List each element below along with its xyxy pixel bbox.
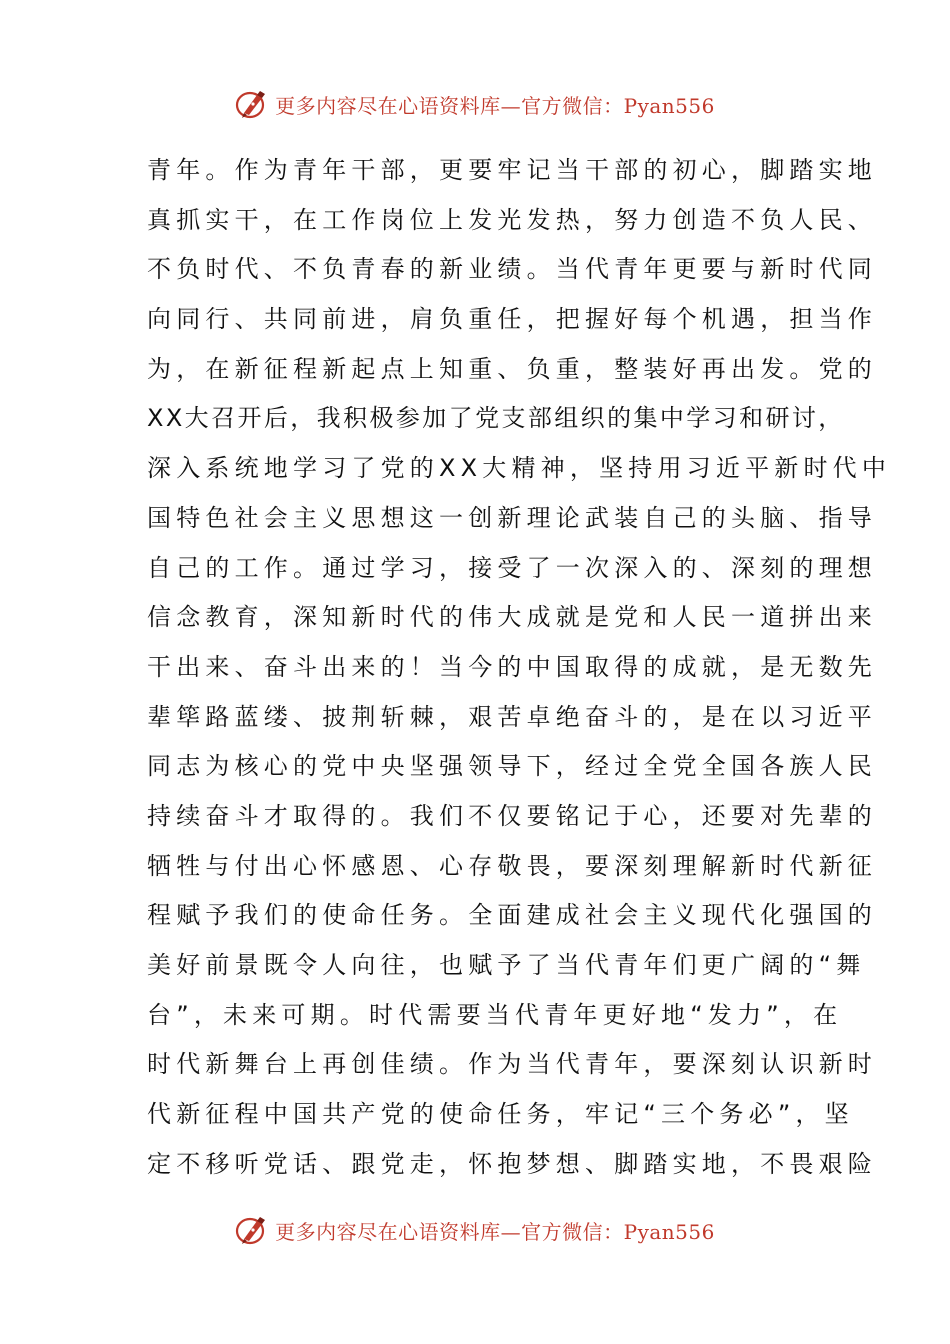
body-line: 定不移听党话、跟党走，怀抱梦想、脚踏实地，不畏艰险 [147,1149,877,1178]
pen-nib-logo-icon [235,1213,269,1247]
footer-banner-text: 更多内容尽在心语资料库—官方微信：Pyan556 [275,1219,715,1244]
body-line: 不负时代、不负青春的新业绩。当代青年更要与新时代同 [147,255,877,284]
header-banner-text: 更多内容尽在心语资料库—官方微信：Pyan556 [275,93,715,118]
body-line: 牺牲与付出心怀感恩、心存敬畏，要深刻理解新时代新征 [147,851,877,880]
body-line: 时代新舞台上再创佳绩。作为当代青年，要深刻认识新时 [147,1050,877,1079]
body-line: 同志为核心的党中央坚强领导下，经过全党全国各族人民 [147,752,877,781]
pen-nib-logo-icon [235,87,269,121]
body-line: 国特色社会主义思想这一创新理论武装自己的头脑、指导 [147,503,877,532]
body-line: 代新征程中国共产党的使命任务，牢记“三个务必”，坚 [147,1100,854,1129]
body-line: 深入系统地学习了党的XX大精神，坚持用习近平新时代中 [147,454,892,483]
body-line: 青年。作为青年干部，更要牢记当干部的初心，脚踏实地 [147,156,877,184]
body-line: 持续奋斗才取得的。我们不仅要铭记于心，还要对先辈的 [147,801,877,830]
body-line: 程赋予我们的使命任务。全面建成社会主义现代化强国的 [147,901,877,930]
footer-banner [0,1212,950,1248]
header-banner [0,86,950,122]
body-line: 辈筚路蓝缕、披荆斩棘，艰苦卓绝奋斗的，是在以习近平 [147,702,877,731]
body-line: XX大召开后，我积极参加了党支部组织的集中学习和研讨， [147,404,845,433]
body-line: 向同行、共同前进，肩负重任，把握好每个机遇，担当作 [147,305,877,334]
document-body [147,146,892,1189]
body-line: 干出来、奋斗出来的！当今的中国取得的成就，是无数先 [147,652,877,681]
body-line: 真抓实干，在工作岗位上发光发热，努力创造不负人民、 [147,205,877,234]
body-line: 为，在新征程新起点上知重、负重，整装好再出发。党的 [147,354,877,383]
body-line: 美好前景既令人向往，也赋予了当代青年们更广阔的“舞 [147,951,866,979]
body-line: 台”，未来可期。时代需要当代青年更好地“发力”，在 [147,1000,843,1029]
body-line: 自己的工作。通过学习，接受了一次深入的、深刻的理想 [147,553,877,582]
body-line: 信念教育，深知新时代的伟大成就是党和人民一道拼出来 [147,603,877,632]
